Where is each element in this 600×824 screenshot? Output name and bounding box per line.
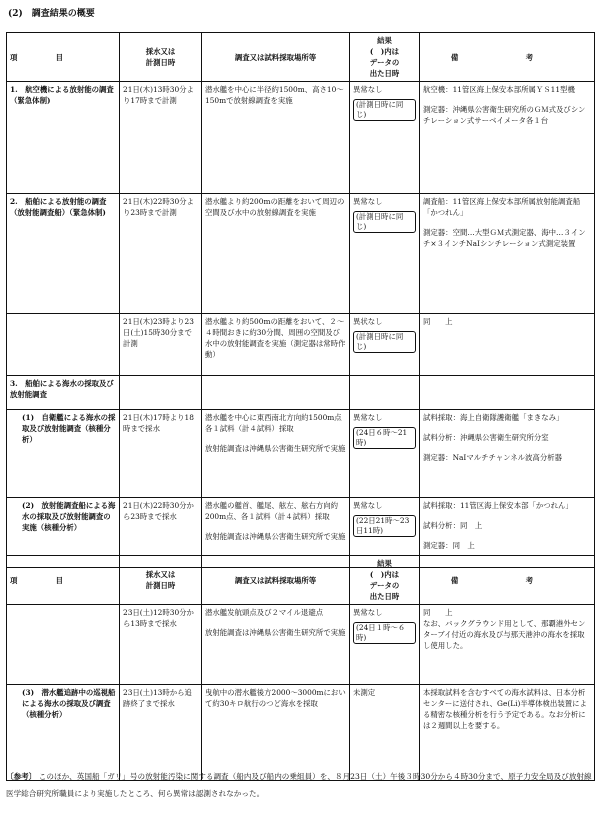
note-line: 同 上 [423, 317, 453, 326]
row-item: 2. 船舶による放射能の調査（放射能調査船）（緊急体制) [7, 194, 120, 314]
reference-text: このほか、英国船「ガリ」号の放射能汚染に関する調査（船内及び船内の乗組員）を、８月23日（土）午後３時30分から４時30分まで、原子力安全局及び放射線医学総合研究所職員により実施したところ、何ら異常は認測されなかった。 [6, 772, 592, 798]
row-place: 潜水艦より約500mの距離をおいて、２〜４時間おきに約30分間、周囲の空間及び水中の放射能調査を実施（測定器は常時作動） [202, 314, 350, 376]
header-date: 採水又は 計測日時 [120, 556, 202, 605]
table-header-row [7, 556, 595, 605]
header-result-label: 結果 [377, 36, 392, 45]
row-result [350, 605, 420, 685]
result-text: 異常なし [353, 413, 383, 422]
row-notes [420, 410, 595, 498]
note-line: 試料採取：海上自衛隊護衛艦「まきなみ」 [423, 413, 564, 422]
note-line: 試料採取：11管区海上保安本部「かつれん」 [423, 501, 573, 510]
note-line: なお、バックグラウンド用として、那覇港外センターブイ付近の海水及び与那天港沖の海水を採取し使用した。 [423, 619, 586, 650]
row-result [350, 410, 420, 498]
result-paren: (計測日時に同じ) [353, 211, 416, 233]
row-notes [420, 605, 595, 685]
place-line: 放射能調査は沖縄県公害衛生研究所で実施 [205, 532, 346, 541]
row-date: 23日(土)13時から追跡終了まで採水 [120, 685, 202, 781]
note-line: 調査船：11管区海上保安本部所属放射能調査船「かつれん」 [423, 197, 581, 217]
note-line: 同 上 [423, 608, 453, 617]
place-line: 潜水艦を中心に東西南北方向約1500m点各１試料（計４試料）採取 [205, 413, 342, 433]
row-date: 21日(木)22時30分から23時まで採水 [120, 498, 202, 568]
place-line: 放射能調査は沖縄県公害衛生研究所で実施 [205, 628, 346, 637]
table-row [7, 376, 595, 410]
row-date: 23日(土)12時30分から13時まで採水 [120, 605, 202, 685]
note-line: 本採取試料を含むすべての海水試料は、日本分析センターに送付され、Ge(Li)半導体検出装置による精密な核種分析を行う予定である。なお分析には２週間以上を要する。 [423, 688, 587, 730]
row-date: 21日(木)13時30分より17時まで計測 [120, 82, 202, 194]
row-item: (1) 自衛艦による海水の採取及び放射能調査（核種分析） [7, 410, 120, 498]
row-place [202, 410, 350, 498]
table-header-row [7, 33, 595, 82]
result-text: 異常なし [353, 85, 383, 94]
result-text: 異常なし [353, 608, 383, 617]
note-line: 航空機：11管区海上保安本部所属ＹＳ11型機 [423, 85, 575, 94]
row-date: 21日(木)22時30分より23時まで計測 [120, 194, 202, 314]
section-heading: (2) 調査結果の概要 [8, 9, 95, 19]
row-item: (2) 放射能調査船による海水の採取及び放射能調査の実施（核種分析） [7, 498, 120, 568]
row-notes [420, 685, 595, 781]
place-line: 放射能調査は沖縄県公害衛生研究所で実施 [205, 444, 346, 453]
reference-note [6, 768, 594, 802]
result-paren: (24日６時〜21時) [353, 427, 416, 449]
row-result [350, 685, 420, 781]
note-line: 試料分析：沖縄県公害衛生研究所分室 [423, 433, 549, 442]
reference-label: 〔参考〕 [6, 772, 37, 781]
row-notes [420, 82, 595, 194]
result-paren: (24日１時〜６時) [353, 622, 416, 644]
result-text: 異常なし [353, 501, 383, 510]
header-result-paren: ( )内は データの 出た日時 [369, 570, 400, 601]
result-paren: (計測日時に同じ) [353, 331, 416, 353]
survey-table-1 [6, 32, 595, 568]
header-place: 調査又は試料採取場所等 [202, 33, 350, 82]
note-line: 測定器：NaIマルチチャンネル波高分析器 [423, 453, 562, 462]
header-item: 項 目 [7, 33, 120, 82]
row-notes [420, 194, 595, 314]
header-result [350, 556, 420, 605]
note-line: 測定器：沖縄県公害衛生研究所のＧＭ式及びシンチレーション式サーベイメータ各１台 [423, 105, 586, 125]
result-text: 異常なし [353, 197, 383, 206]
header-place: 調査又は試料採取場所等 [202, 556, 350, 605]
header-result-paren: ( )内は データの 出た日時 [369, 47, 400, 78]
table-row [7, 194, 595, 314]
header-result [350, 33, 420, 82]
result-text: 異状なし [353, 317, 383, 326]
table-row [7, 685, 595, 781]
place-line: 潜水艦の艦首、艦尾、舷左、舷右方向約200m点、各１試料（計４試料）採取 [205, 501, 339, 521]
survey-table-2 [6, 555, 595, 781]
table-row [7, 314, 595, 376]
header-note: 備 考 [420, 556, 595, 605]
table-row [7, 82, 595, 194]
row-result [350, 314, 420, 376]
row-result [350, 194, 420, 314]
row-item: 1. 航空機による放射能の調査（緊急体制) [7, 82, 120, 194]
row-item [7, 314, 120, 376]
row-place [202, 605, 350, 685]
row-notes [420, 314, 595, 376]
note-line: 測定器：空間…大型ＧＭ式測定器、海中…３インチ×３インチNaIシンチレーション式測定装置 [423, 228, 586, 248]
result-text: 未測定 [353, 688, 376, 697]
row-place: 曳航中の潜水艦後方2000〜3000mにおいて約30キロ航行のつど海水を採取 [202, 685, 350, 781]
row-place: 潜水艦より約200mの距離をおいて周辺の空間及び水中の放射線調査を実施 [202, 194, 350, 314]
note-line: 試料分析：同 上 [423, 521, 483, 530]
row-date: 21日(木)17時より18時まで採水 [120, 410, 202, 498]
result-paren: (22日21時〜23日11時) [353, 515, 416, 537]
header-date: 採水又は 計測日時 [120, 33, 202, 82]
row-date: 21日(木)23時より23日(土)15時30分まで計測 [120, 314, 202, 376]
table-row [7, 410, 595, 498]
section-3-title: 3. 船舶による海水の採取及び放射能調査 [7, 376, 120, 410]
row-place: 潜水艦を中心に半径約1500m、高さ10〜150mで放射線調査を実施 [202, 82, 350, 194]
header-item: 項 目 [7, 556, 120, 605]
row-result [350, 82, 420, 194]
row-item: (3) 潜水艦追跡中の巡視船による海水の採取及び調査（核種分析） [7, 685, 120, 781]
place-line: 潜水艦发航頭点及び２マイル退避点 [205, 608, 324, 617]
note-line: 測定器：同 上 [423, 541, 475, 550]
header-result-label: 結果 [377, 559, 392, 568]
table-row [7, 605, 595, 685]
header-note: 備 考 [420, 33, 595, 82]
result-paren: (計測日時に同じ) [353, 99, 416, 121]
row-item [7, 605, 120, 685]
